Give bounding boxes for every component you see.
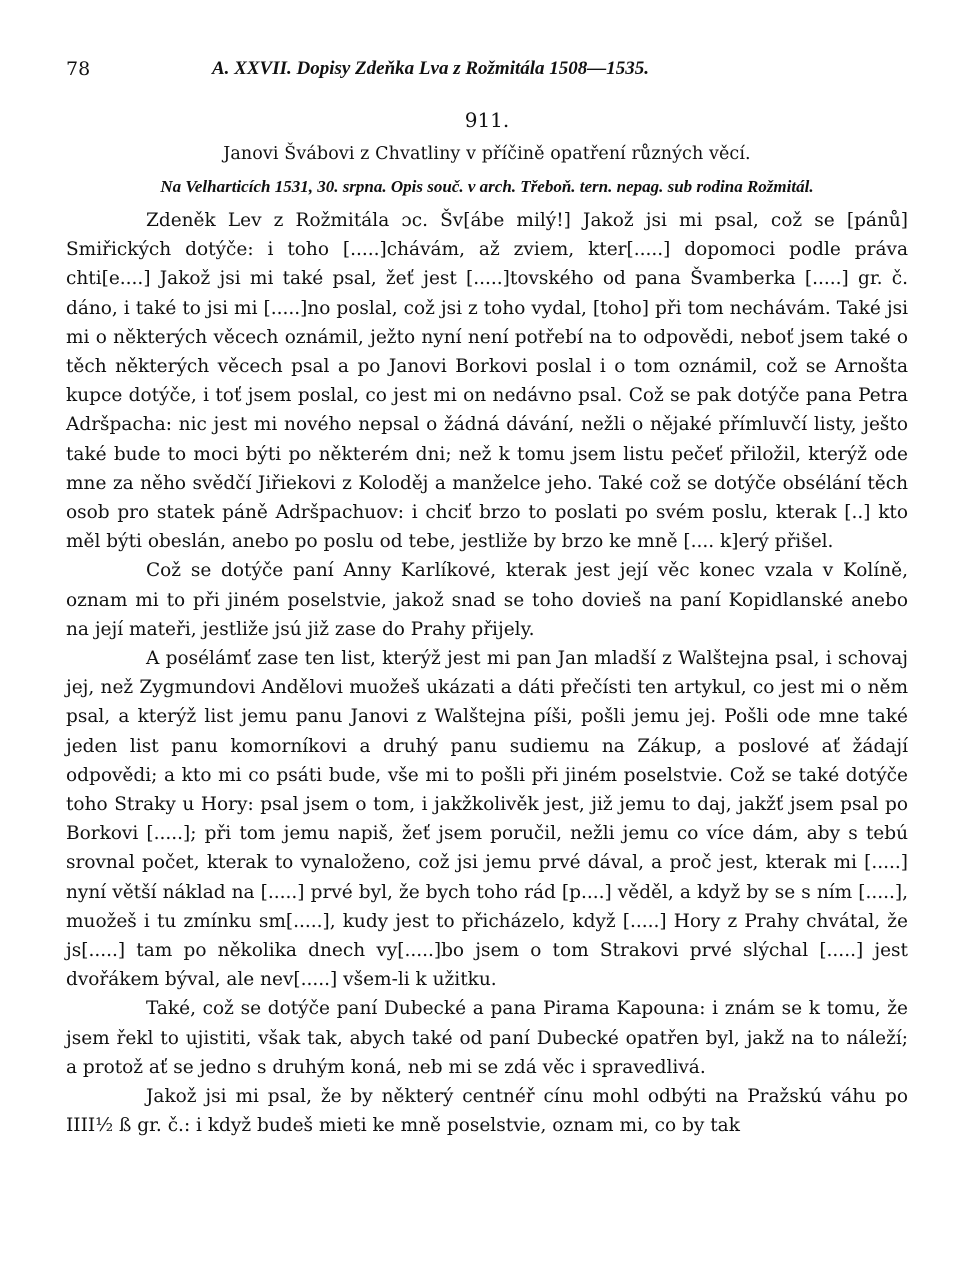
letter-source-note: Na Velharticích 1531, 30. srpna. Opis souč. v arch. Třeboň. tern. nepag. sub rodina Rožmitál.	[160, 177, 814, 196]
letter-number: 911.	[464, 108, 510, 132]
letter-body	[66, 206, 908, 1141]
running-title: A. XXVII. Dopisy Zdeňka Lva z Rožmitála 1508—1535.	[212, 58, 650, 79]
document-page	[66, 0, 908, 1280]
body-paragraph-5: Jakož jsi mi psal, že by některý centnéř cínu mohl odbýti na Pražskú váhu po IIII½ ß gr. č.: i když budeš mieti ke mně poselstvie, oznam mi, co by tak	[66, 1086, 908, 1137]
body-paragraph-2: Což se dotýče paní Anny Karlíkové, kterak jest její věc konec vzala v Kolíně, oznam mi to při jiném poselstvie, jakož snad se toho dovieš na paní Kopidlanské anebo na její mateři, jestliže jsú již zase do Prahy přijely.	[66, 560, 908, 640]
page-number: 78	[66, 58, 91, 80]
body-paragraph-1: Zdeněk Lev z Rožmitála ɔc. Šv[ábe milý!] Jakož jsi mi psal, což se [pánů] Smiřických dotýče: i toho [.....]chávám, až zviem, kter[.....] dopomoci podle práva chti[e....] Jakož jsi mi také psal, žeť jest [.....]tovského od pana Švamberka [.....] gr. č. dáno, i také to jsi mi [.....]no poslal, což jsi z toho vydal, [toho] při tom nechávám. Také jsi mi o některých věcech oznámil, ježto nyní není potřebí na to odpovědi, neboť jsem také o těch některých věcech psal a po Janovi Borkovi poslal i o tom oznámil, což se Arnošta kupce dotýče, i toť jsem poslal, co jest mi on nedávno psal. Což se pak dotýče pana Petra Adršpacha: nic jest mi nového nepsal o žádná dávání, nežli o nějaké přímluvčí listy, ješto také bude to moci býti po některém dni; než k tomu jsem listu pečeť přiložil, kterýž ode mne za něho svědčí Jiřiekovi z Koloděj a manželce jeho. Také což se dotýče obsélání těch osob pro statek páně Adršpachuov: i chciť brzo to poslati po svém poslu, kterak [..] kto měl býti obeslán, anebo po poslu od tebe, jestliže by brzo ke mně [.... k]erý přišel.	[66, 210, 908, 553]
body-paragraph-4: Také, což se dotýče paní Dubecké a pana Pirama Kapouna: i znám se k tomu, že jsem řekl to ujistiti, však tak, abych také od paní Dubecké opatřen byl, jakž na to náleží; a protož ať se jedno s druhým koná, neb mi se zdá věc i spravedlivá.	[66, 998, 908, 1078]
body-paragraph-3: A posélámť zase ten list, kterýž jest mi pan Jan mladší z Walštejna psal, i schovaj jej, než Zygmundovi Andělovi muožeš ukázati a dáti přečísti ten artykul, co jest mi o něm psal, a kterýž list jemu panu Janovi z Walštejna píši, pošli jemu jej. Pošli ode mne také jeden list panu komorníkovi a druhý panu sudiemu na Zákup, a poslové ať žádají odpovědi; a kto mi co psáti bude, vše mi to pošli při jiném poselstvie. Což se také dotýče toho Straky u Hory: psal jsem o tom, i jakžkolivěk jest, již jemu to daj, jakžť jsem psal po Borkovi [.....]; při tom jemu napiš, žeť jsem poručil, nežli jemu co více dám, aby s tebú srovnal počet, kterak to vynaloženo, což jsi jemu prvé dával, a proč jest, kterak mi [.....] nyní větší náklad na [.....] prvé byl, že bych toho rád [p....] věděl, a když by se s ním [.....], muožeš i tu zmínku sm[.....], kudy jest to přicházelo, když [.....] Hory z Prahy chvátal, že js[.....] tam po několika dnech vy[.....]bo jsem o tom Strakovi prvé slýchal [.....] jest dvořákem býval, ale nev[.....] všem-li k užitku.	[66, 648, 908, 991]
running-header	[66, 58, 908, 88]
letter-heading: Janovi Švábovi z Chvatliny v příčině opatření různých věcí.	[223, 144, 751, 164]
